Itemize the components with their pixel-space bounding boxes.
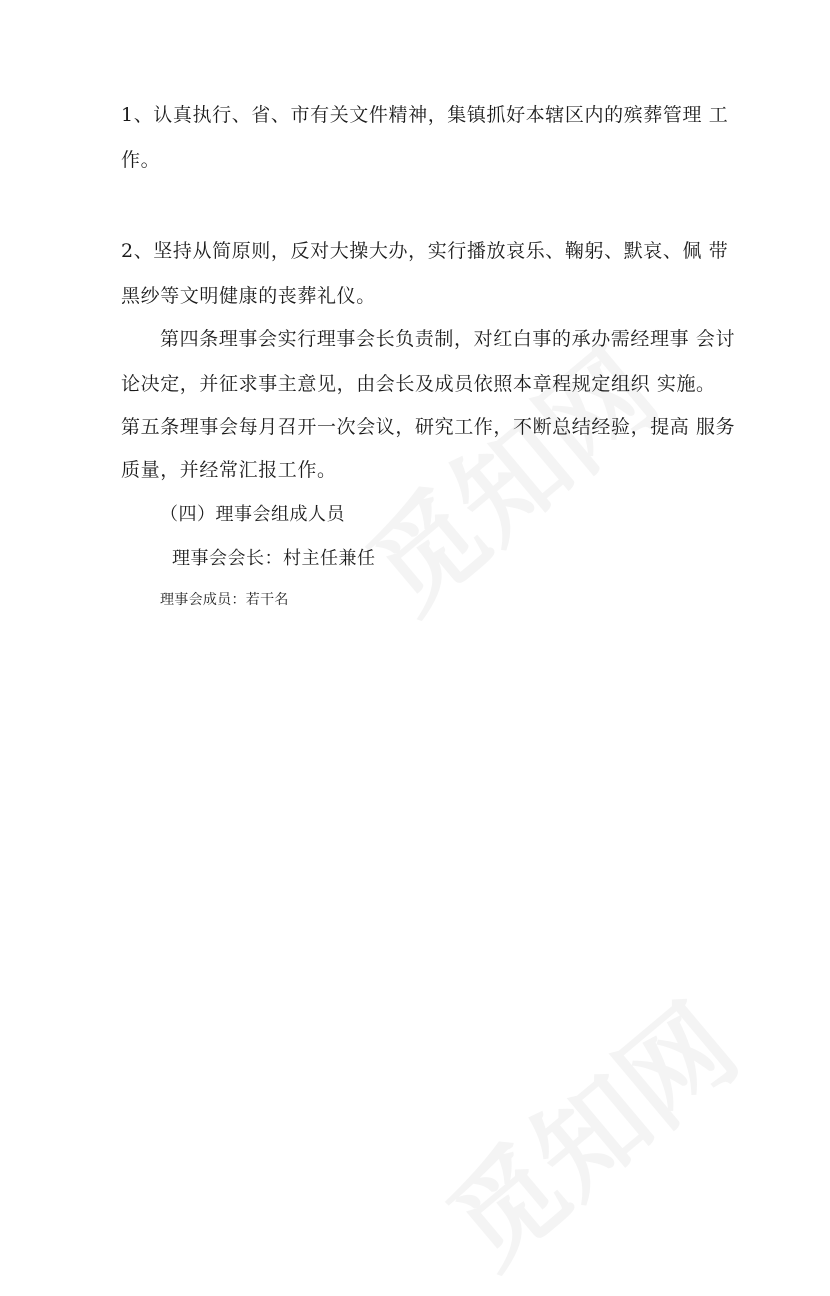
- section4-heading: （四）理事会组成人员: [160, 504, 345, 525]
- article4-line2: 论决定，并征求事主意见，由会长及成员依照本章程规定组织 实施。: [121, 373, 716, 395]
- article4-line1: 第四条理事会实行理事会长负责制，对红白事的承办需经理事 会讨: [160, 328, 736, 350]
- item1-line1: 1、认真执行、省、市有关文件精神，集镇抓好本辖区内的殡葬管理 工: [121, 104, 729, 126]
- members-line: 理事会成员：若干名: [160, 592, 289, 608]
- watermark: [330, 308, 684, 641]
- item2-line1: 2、坚持从简原则，反对大操大办，实行播放哀乐、鞠躬、默哀、佩 带: [121, 240, 729, 262]
- president-line: 理事会会长：村主任兼任: [172, 548, 376, 569]
- item1-line2: 作。: [121, 149, 161, 171]
- item2-line2: 黑纱等文明健康的丧葬礼仪。: [121, 285, 376, 307]
- article5-line2: 质量，并经常汇报工作。: [121, 459, 337, 481]
- article5-line1: 第五条理事会每月召开一次会议，研究工作，不断总结经验，提高 服务: [121, 416, 736, 438]
- watermark: [410, 963, 764, 1296]
